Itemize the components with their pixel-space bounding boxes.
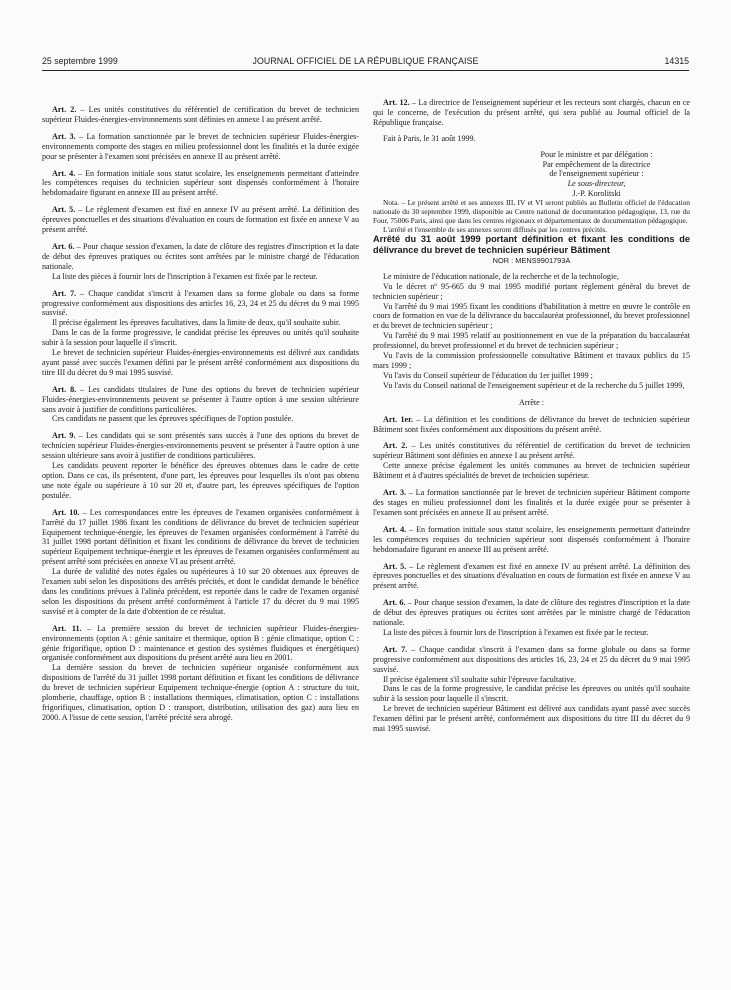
paragraph-text: Le ministre de l'éducation nationale, de la recherche et de la technologie, bbox=[383, 271, 619, 281]
body-paragraph bbox=[373, 302, 690, 332]
article-paragraph bbox=[42, 508, 359, 567]
article-number: Art. 8. bbox=[52, 384, 77, 394]
body-paragraph bbox=[373, 331, 690, 351]
article-paragraph bbox=[42, 205, 359, 235]
paragraph-text: Cette annexe précise également les unités communes au brevet de technicien supérieur Bâtiment et à d'autres spécialités de brevet de technicien supérieur. bbox=[373, 461, 690, 481]
paragraph-text: La liste des pièces à fournir lors de l'inscription à l'examen est fixée par le recteur. bbox=[383, 627, 649, 637]
article-number: Art. 11. bbox=[52, 623, 82, 633]
paragraph-text: – Pour chaque session d'examen, la date de clôture des registres d'inscription et la date de début des épreuves pratiques ou écrites sont arrêtées par le ministre chargé de l'éducation nationale. bbox=[42, 241, 359, 271]
paragraph-text: – La première session du brevet de technicien supérieur Fluides-énergies-environnements (option A : génie sanitaire et thermique, option B : génie climatique, option C : génie frigorifique, option D : maintenance et gestion des systèmes fluidiques et énergétiques) organisée conformément aux dispositions du présent arrêté aura lieu en 2001. bbox=[42, 623, 359, 663]
paragraph-text: La dernière session du brevet de technicien supérieur organisée conformément aux dispositions de l'arrêté du 31 juillet 1998 portant définition et fixant les conditions de délivrance du brevet de technicien supérieur Equipement technique-énergie (option A : structure du toit, plomberie, chauffage, option B : installations thermiques, climatisation, option C : installations frigorifiques, climatisation, option D : transport, distribution, utilisation des gaz) aura lieu en 2000. A l'issue de cette session, l'arrêté précité sera abrogé. bbox=[42, 663, 359, 722]
body-paragraph bbox=[373, 371, 690, 381]
nor-reference: NOR : MENS9901793A bbox=[492, 255, 571, 265]
article-number: Art. 10. bbox=[52, 507, 80, 517]
article-number: Art. 6. bbox=[52, 241, 75, 251]
header-rule bbox=[42, 70, 689, 71]
paragraph-text: – Les candidats titulaires de l'une des options du brevet de technicien supérieur Fluides-énergies-environnements peuvent se présenter à l'autre option à une session ultérieure sans avoir à justifier de conditions particulières. bbox=[42, 384, 360, 414]
paragraph-text: Vu l'avis du Conseil national de l'enseignement supérieur et de la recherche du 5 juillet 1999, bbox=[383, 380, 685, 390]
signature-line: Par empêchement de la directrice bbox=[542, 159, 651, 169]
paragraph-text: – En formation initiale sous statut scolaire, les enseignements permettant d'atteindre les compétences requises du technicien supérieur sont dispensés conformément à l'horaire hebdomadaire figurant en annexe III au présent arrêté. bbox=[373, 524, 690, 554]
header-title: JOURNAL OFFICIEL DE LA RÉPUBLIQUE FRANÇAISE bbox=[252, 56, 479, 66]
paragraph-text: – Chaque candidat s'inscrit à l'examen dans sa forme globale ou dans sa forme progressive conformément aux dispositions des articles 16, 23, 24 et 25 du décret du 9 mai 1995 susvisé. bbox=[373, 644, 691, 674]
body-paragraph bbox=[373, 272, 690, 282]
article-number: Art. 3. bbox=[383, 488, 407, 498]
article-text: – La directrice de l'enseignement supérieur et les recteurs sont chargés, chacun en ce qui le concerne, de l'exécution du présent arrêté, qui sera publié au Journal officiel de la République française. bbox=[373, 98, 691, 127]
body-paragraph bbox=[373, 461, 690, 481]
paragraph-text: – Les unités constitutives du référentiel de certification du brevet de technicien supérieur Fluides-énergies-environnements sont définies en annexe I au présent arrêté. bbox=[42, 105, 359, 124]
body-paragraph bbox=[42, 663, 359, 722]
body-paragraph bbox=[42, 318, 359, 328]
body-paragraph bbox=[373, 351, 690, 371]
body-paragraph bbox=[373, 704, 690, 734]
article-number: Art. 5. bbox=[383, 561, 407, 571]
nota-note: Nota. – Le présent arrêté et ses annexes III, IV et VI seront publiés au Bulletin officiel de l'éducation nationale du 30 septembre 1999, disponible au Centre national de documentation pédagogique, 13, rue du Four, 75006 Paris, ainsi que dans les centres régionaux et départementaux de documentation pédagogique. bbox=[373, 198, 690, 225]
article-paragraph bbox=[373, 441, 690, 461]
paragraph-text: – En formation initiale sous statut scolaire, les enseignements permettant d'atteindre les compétences requises du technicien supérieur sont dispensés conformément à l'horaire hebdomadaire figurant en annexe III au présent arrêté. bbox=[42, 168, 359, 198]
header-page-number: 14315 bbox=[664, 56, 689, 66]
paragraph-text: Le brevet de technicien supérieur Fluides-énergies-environnements est délivré aux candidats ayant passé avec succès l'examen défini par le présent arrêté conformément aux dispositions du titre III du décret du 9 mai 1995 susvisé. bbox=[42, 348, 359, 377]
article-paragraph bbox=[42, 431, 359, 461]
paragraph-text: Il précise également s'il souhaite subir l'épreuve facultative. bbox=[383, 674, 577, 684]
body-paragraph bbox=[373, 675, 690, 685]
paragraph-text: Vu l'avis du Conseil supérieur de l'éducation du 1er juillet 1999 ; bbox=[383, 370, 593, 380]
article-number: Art. 7. bbox=[52, 288, 77, 298]
article-paragraph bbox=[373, 488, 690, 518]
signature-line: Pour le ministre et par délégation : bbox=[540, 149, 653, 159]
diffusion-note: L'arrêté et l'ensemble de ses annexes seront diffusés par les centres précités. bbox=[383, 224, 608, 234]
article-paragraph bbox=[373, 98, 690, 128]
paragraph-text: La liste des pièces à fournir lors de l'inscription à l'examen est fixée par le recteur. bbox=[52, 271, 318, 281]
left-column bbox=[42, 98, 359, 723]
article-paragraph bbox=[42, 624, 359, 664]
article-number: Art. 5. bbox=[52, 205, 76, 215]
signatory-name: J.-P. Korolitski bbox=[572, 189, 621, 199]
article-number: Art. 6. bbox=[383, 598, 406, 608]
article-number: Art. 9. bbox=[52, 431, 76, 441]
article-number: Art. 3. bbox=[52, 131, 76, 141]
paragraph-text: Dans le cas de la forme progressive, le candidat précise les épreuves ou unités qu'il souhaite subir à la session pour laquelle il s'inscrit. bbox=[373, 684, 690, 704]
paragraph-text: – Les candidats qui se sont présentés sans succès à l'une des options du brevet de technicien supérieur Fluides-énergies-environnements peuvent se présenter à l'autre option à une session ultérieure sans avoir à justifier de conditions particulières. bbox=[42, 431, 360, 461]
decree-title: Arrêté du 31 août 1999 portant définition et fixant les conditions de délivrance du brevet de technicien supérieur Bâtiment bbox=[373, 234, 690, 256]
right-column bbox=[373, 98, 690, 734]
paragraph-text: Il précise également les épreuves facultatives, dans la limite de deux, qu'il souhaite subir. bbox=[52, 318, 341, 328]
article-paragraph bbox=[373, 645, 690, 675]
paragraph-text: Vu l'avis de la commission professionnelle consultative Bâtiment et travaux publics du 15 mars 1999 ; bbox=[373, 351, 690, 370]
article-paragraph bbox=[373, 562, 690, 592]
body-paragraph bbox=[42, 461, 359, 501]
article-paragraph bbox=[42, 242, 359, 272]
article-number: Art. 2. bbox=[52, 105, 77, 114]
paragraph-text: Vu l'arrêté du 9 mai 1995 fixant les conditions d'habilitation à mettre en œuvre le contrôle en cours de formation en vue de la délivrance du baccalauréat professionnel, du brevet professionnel et du brevet de technicien supérieur ; bbox=[373, 301, 690, 331]
article-paragraph bbox=[373, 598, 690, 628]
paragraph-text: La durée de validité des notes égales ou supérieures à 10 sur 20 obtenues aux épreuves de l'examen subi selon les dispositions des arrêtés précités, et dont le candidat demande le bénéfice dans les conditions prévues à l'alinéa précédent, est reportée dans le cadre de l'examen organisé selon les dispositions du présent arrêté conformément à l'article 17 du décret du 9 mai 1995 susvisé et à compter de la date d'obtention de ce résultat. bbox=[42, 567, 359, 616]
article-number: Art. 12. bbox=[383, 98, 410, 107]
paragraph-text: Vu le décret nº 95-665 du 9 mai 1995 modifié portant règlement général du brevet de technicien supérieur ; bbox=[373, 281, 690, 301]
article-paragraph bbox=[42, 385, 359, 415]
article-number: Art. 4. bbox=[52, 168, 76, 178]
paragraph-text: Les candidats peuvent reporter le bénéfice des épreuves obtenues dans le cadre de cette option. Dans ce cas, ils présentent, d'une part, les épreuves pour lesquelles ils n'ont pas obtenu une note égale ou supérieure à 10 sur 20 et, d'autre part, les épreuves spécifiques de l'option postulée. bbox=[42, 461, 359, 500]
paragraph-text: – La formation sanctionnée par le brevet de technicien supérieur Bâtiment comporte des stages en milieu professionnel dont les finalités et la durée exigée pour se présenter à l'examen sont précisées en annexe II au présent arrêté. bbox=[373, 488, 690, 517]
paragraph-text: Ces candidats ne passent que les épreuves spécifiques de l'option postulée. bbox=[52, 414, 294, 424]
article-paragraph bbox=[42, 132, 359, 162]
article-number: Art. 4. bbox=[383, 524, 407, 534]
article-number: Art. 7. bbox=[383, 644, 408, 654]
article-paragraph bbox=[42, 289, 359, 319]
body-paragraph bbox=[42, 348, 359, 378]
body-paragraph bbox=[42, 414, 359, 424]
article-paragraph bbox=[42, 105, 359, 125]
paragraph-text: – Les correspondances entre les épreuves de l'examen organisées conformément à l'arrêté du 17 juillet 1986 fixant les conditions de délivrance du brevet de technicien supérieur Equipement technique-énergie, les épreuves de l'examen organisées conformément à l'arrêté du 31 juillet 1998 portant définition et fixant les conditions de délivrance du brevet de technicien supérieur Equipement technique-énergie et les épreuves de l'examen organisées conformément au présent arrêté sont précisées en annexe VI au présent arrêté. bbox=[42, 507, 360, 567]
running-header bbox=[42, 56, 689, 70]
paragraph-text: – Pour chaque session d'examen, la date de clôture des registres d'inscription et la date de début des épreuves pratiques ou écrites sont arrêtées par le ministre chargé de l'éducation nationale. bbox=[373, 598, 690, 628]
paragraph-text: – La définition et les conditions de délivrance du brevet de technicien supérieur Bâtiment sont fixées conformément aux dispositions du présent arrêté. bbox=[373, 414, 690, 434]
paragraph-text: – Chaque candidat s'inscrit à l'examen dans sa forme globale ou dans sa forme progressive conformément aux dispositions des articles 16, 23, 24 et 25 du décret du 9 mai 1995 susvisé. bbox=[42, 288, 360, 318]
article-number: Art. 2. bbox=[383, 441, 408, 451]
signature-block bbox=[503, 150, 690, 200]
body-paragraph bbox=[42, 272, 359, 282]
signature-place-date: Fait à Paris, le 31 août 1999. bbox=[383, 133, 476, 143]
paragraph-text: – La formation sanctionnée par le brevet de technicien supérieur Fluides-énergies-environnements comporte des stages en milieu professionnel dont les finalités et la durée exigée pour se présenter à l'examen sont précisées en annexe II au présent arrêté. bbox=[42, 131, 360, 161]
body-paragraph bbox=[373, 381, 690, 391]
article-paragraph bbox=[373, 525, 690, 555]
right-body bbox=[373, 272, 690, 734]
body-paragraph bbox=[373, 282, 690, 302]
body-paragraph bbox=[373, 628, 690, 638]
paragraph-text: – Les unités constitutives du référentiel de certification du brevet de technicien supérieur Bâtiment sont définies en annexe I au présent arrêté. bbox=[373, 441, 690, 461]
article-number: Art. 1er. bbox=[383, 414, 414, 424]
paragraph-text: Vu l'arrêté du 9 mai 1995 relatif au positionnement en vue de la préparation du baccalauréat professionnel, du brevet professionnel et du brevet de technicien supérieur ; bbox=[373, 331, 690, 351]
paragraph-text: – Le règlement d'examen est fixé en annexe IV au présent arrêté. La définition des épreuves ponctuelles et des situations d'évaluation en cours de formation est fixée en annexe V au présent arrêté. bbox=[373, 561, 690, 591]
paragraph-text: Dans le cas de la forme progressive, le candidat précise les épreuves ou unités qu'il souhaite subir à la session pour laquelle il s'inscrit. bbox=[42, 328, 359, 348]
header-date: 25 septembre 1999 bbox=[42, 56, 118, 66]
body-paragraph bbox=[373, 684, 690, 704]
signature-line: Le sous-directeur, bbox=[567, 179, 626, 189]
body-paragraph bbox=[373, 398, 690, 408]
signature-line: de l'enseignement supérieur : bbox=[549, 169, 644, 179]
article-paragraph bbox=[42, 169, 359, 199]
paragraph-text: – Le règlement d'examen est fixé en annexe IV au présent arrêté. La définition des épreuves ponctuelles et des situations d'évaluation en cours de formation est fixée en annexe V au présent arrêté. bbox=[42, 205, 359, 235]
article-paragraph bbox=[373, 415, 690, 435]
paragraph-text: Arrête : bbox=[519, 397, 544, 407]
body-paragraph bbox=[42, 567, 359, 617]
paragraph-text: Le brevet de technicien supérieur Bâtiment est délivré aux candidats ayant passé avec succès l'examen défini par le présent arrêté, conformément aux dispositions du titre III du décret du 9 mai 1995 susvisé. bbox=[373, 704, 690, 734]
body-paragraph bbox=[42, 328, 359, 348]
